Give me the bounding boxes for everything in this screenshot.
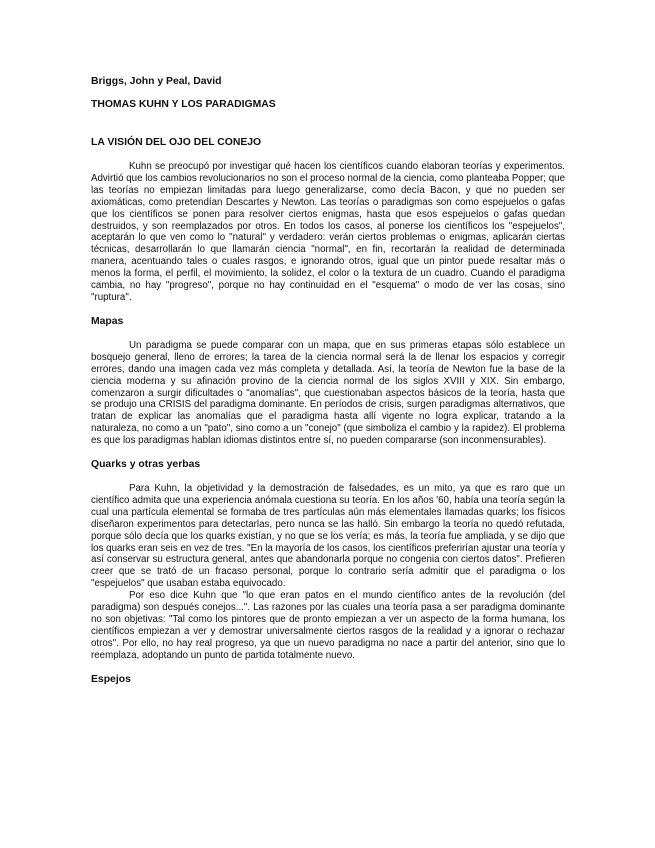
- body-paragraph: Kuhn se preocupó por investigar qué hacen los científicos cuando elaboran teorías y experimentos. Advirtió que los cambios revolucionarios no son el proceso normal de la ciencia, como planteaba Popper; que las teorías no empiezan limitadas para luego generalizarse, como decía Bacon, y que no pueden ser axiomáticas, como pretendían Descartes y Newton. Las teorías o paradigmas son como espejuelos o gafas que los científicos se ponen para resolver ciertos enigmas, hasta que esos espejuelos o gafas quedan destruidos, y son reemplazados por otros. En todos los casos, al ponerse los científicos los "espejuelos", aceptarán lo que ven como lo "natural" y verdadero: verán ciertos problemas o enigmas, aplicarán ciertas técnicas, desarrollarán lo que llamarán ciencia "normal", en fin, recortarán la realidad de determinada manera, acentuando tales o cuales rasgos, e ignorando otros, igual que un pintor puede resaltar más o menos la forma, el perfil, el movimiento, la solidez, el color o la textura de un cuadro. Cuando el paradigma cambia, no hay "progreso", porque no hay continuidad en el "esquema" o modo de ver las cosas, sino "ruptura".: [91, 161, 565, 303]
- body-paragraph: Para Kuhn, la objetividad y la demostración de falsedades, es un mito, ya que es raro que un científico admita que una experiencia anómala cuestiona su teoría. En los años '60, había una teoría según la cual una partícula elemental se formaba de tres partículas aún más elementales llamadas quarks; los físicos diseñaron experimentos para detectarlas, pero nunca se las halló. Sin embargo la teoría no quedó refutada, porque sólo decía que los quarks existían, y no que se los vería; es más, la teoría fue ampliada, y se dijo que los quarks eran seis en vez de tres. "En la mayoría de los casos, los científicos preferirían ajustar una teoría y así conservar su estructura general, antes que abandonarla porque no congenia con ciertos datos". Prefieren creer que se trató de un fracaso personal, porque lo contrario sería admitir que el paradigma o los "espejuelos" que usaban estaba equivocado.: [91, 483, 565, 590]
- author-line: Briggs, John y Peal, David: [91, 76, 222, 87]
- section-heading: Espejos: [91, 673, 131, 685]
- section-heading: Quarks y otras yerbas: [91, 459, 201, 471]
- section-heading: Mapas: [91, 315, 124, 327]
- section-heading: LA VISIÓN DEL OJO DEL CONEJO: [91, 137, 262, 148]
- section-espejos: [91, 674, 565, 686]
- section-vision-ojo-conejo: [91, 137, 565, 304]
- section-quarks: [91, 459, 565, 662]
- section-mapas: [91, 316, 565, 447]
- body-paragraph: Un paradigma se puede comparar con un mapa, que en sus primeras etapas sólo establece un bosquejo general, lleno de errores; la tarea de la ciencia normal será la de llenar los espacios y corregir errores, dando una imagen cada vez más completa y detallada. Así, la teoría de Newton fue la base de la ciencia moderna y su afinación provino de la ciencia normal de los siglos XVIII y XIX. Sin embargo, comenzaron a surgir dificultades o "anomalías", que cuestionaban aspectos básicos de la teoría, hasta que se produjo una CRISIS del paradigma dominante. En períodos de crisis, surgen paradigmas alternativos, que tratan de explicar las anomalías que el paradigma hasta allí vigente no logra explicar, tratando a la naturaleza, no como a un "pato", sino como a un "conejo" (que simboliza el cambio y la rapidez). El problema es que los paradigmas hablan idiomas distintos entre sí, no pueden compararse (son inconmensurables).: [91, 339, 565, 447]
- document-title: THOMAS KUHN Y LOS PARADIGMAS: [91, 99, 276, 110]
- body-paragraph: Por eso dice Kuhn que "lo que eran patos en el mundo científico antes de la revolución (del paradigma) son después conejos...". Las razones por las cuales una teoría pasa a ser paradigma dominante no son objetivas: "Tal como los pintores que de pronto empiezan a ver un aspecto de la forma humana, los científicos empiezan a ver y demostrar universalmente ciertos rasgos de la realidad y a ignorar o rechazar otros". Por ello, no hay real progreso, ya que un nuevo paradigma no nace a partir del anterior, sino que lo reemplaza, adoptando un punto de partida totalmente nuevo.: [91, 590, 565, 661]
